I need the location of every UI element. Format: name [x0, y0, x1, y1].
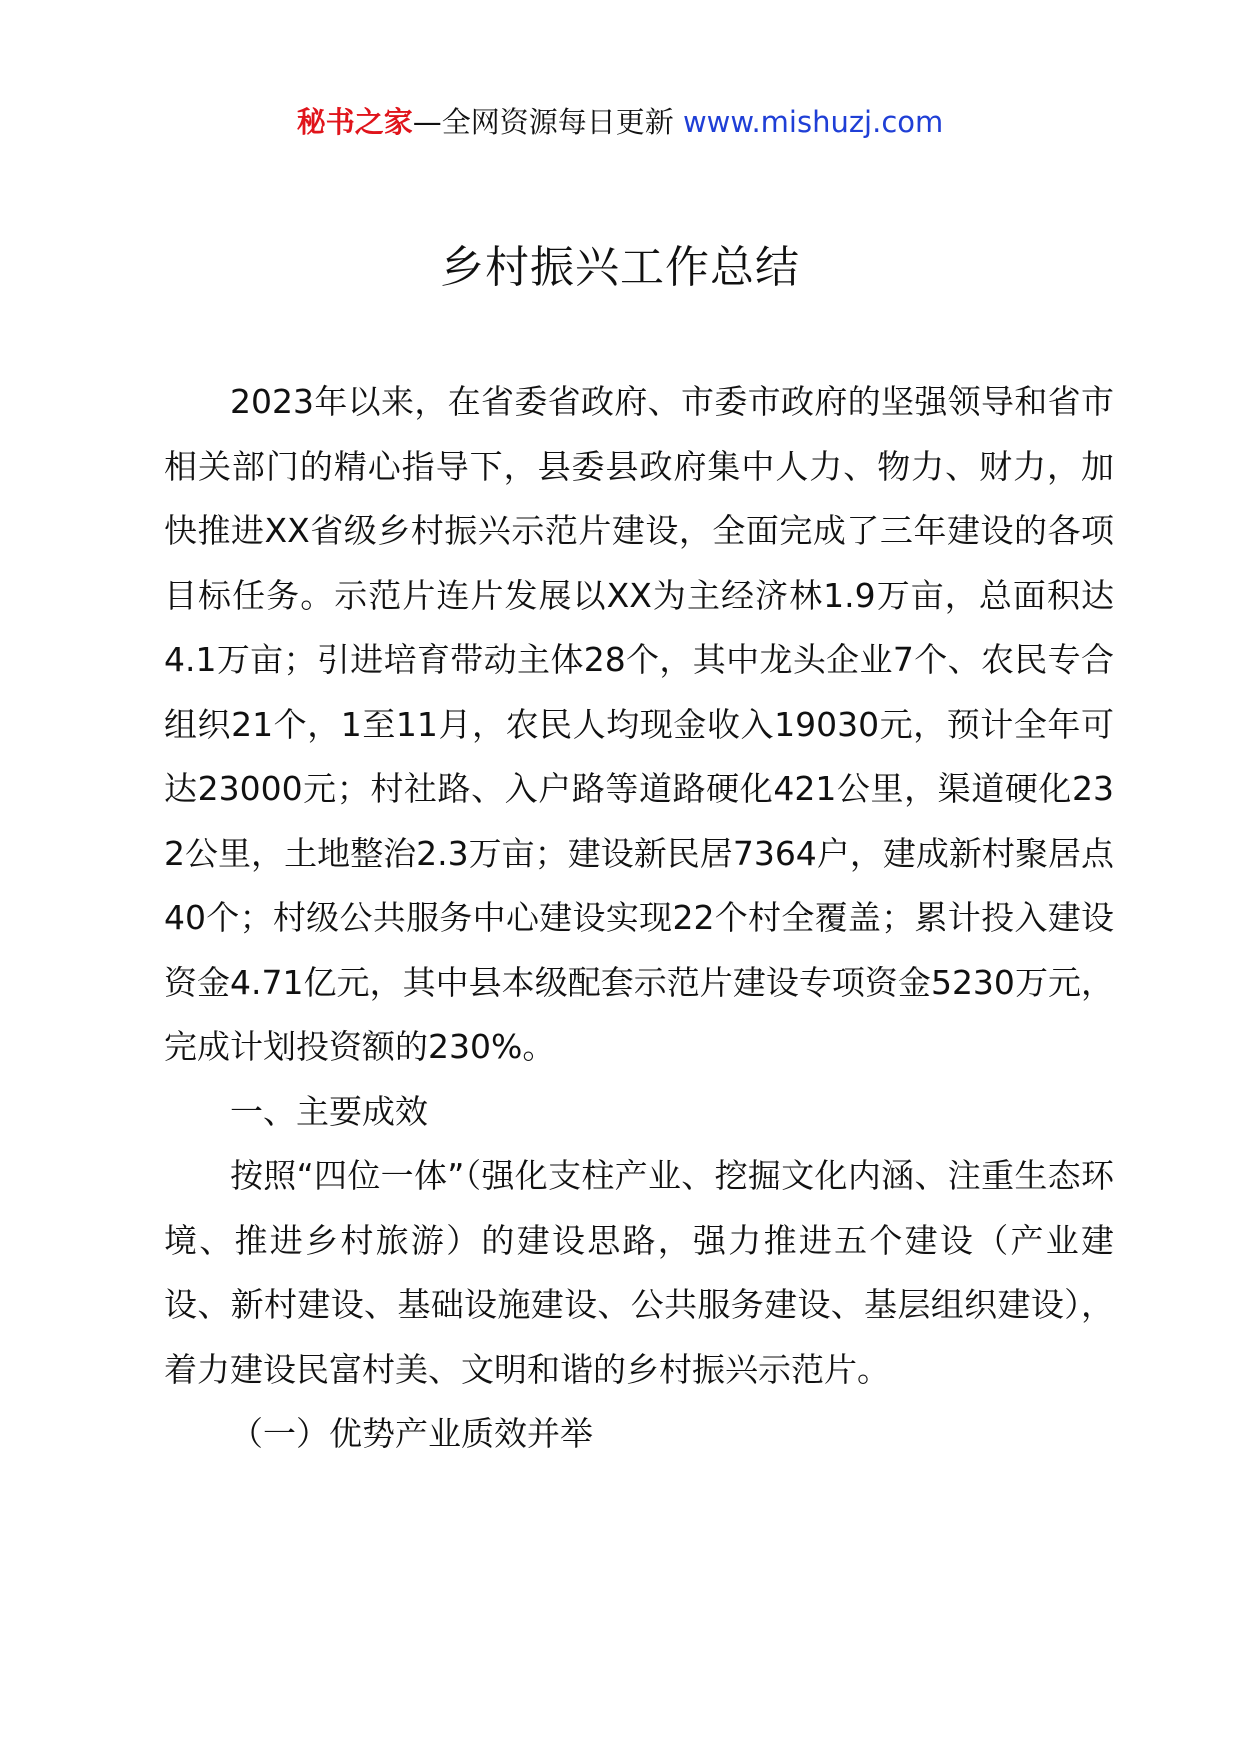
- brand-name: 秘书之家: [296, 105, 413, 139]
- header-tagline: —全网资源每日更新: [412, 105, 674, 139]
- subsection-heading: （一）优势产业质效并举: [230, 1414, 593, 1453]
- site-header: [0, 102, 1240, 142]
- intro-paragraph: 2023年以来，在省委省政府、市委市政府的坚强领导和省市相关部门的精心指导下，县委县政府集中人力、物力、财力，加快推进XX省级乡村振兴示范片建设，全面完成了三年建设的各项目标任务。示范片连片发展以XX为主经济林1.9万亩，总面积达4.1万亩；引进培育带动主体28个，其中龙头企业7个、农民专合组织21个，1至11月，农民人均现金收入19030元，预计全年可达23000元；村社路、入户路等道路硬化421公里，渠道硬化232公里，土地整治2.3万亩；建设新民居7364户，建成新村聚居点40个；村级公共服务中心建设实现22个村全覆盖；累计投入建设资金4.71亿元，其中县本级配套示范片建设专项资金5230万元，完成计划投资额的230%。: [164, 382, 1114, 1066]
- site-url[interactable]: www.mishuzj.com: [682, 105, 944, 139]
- section-heading: 一、主要成效: [230, 1091, 428, 1131]
- section-paragraph: 按照“四位一体”（强化支柱产业、挖掘文化内涵、注重生态环境、推进乡村旅游）的建设思路，强力推进五个建设（产业建设、新村建设、基础设施建设、公共服务建设、基层组织建设），着力建设民富村美、文明和谐的乡村振兴示范片。: [164, 1156, 1114, 1389]
- document-body: [164, 370, 1114, 1467]
- document-title: 乡村振兴工作总结: [440, 242, 800, 293]
